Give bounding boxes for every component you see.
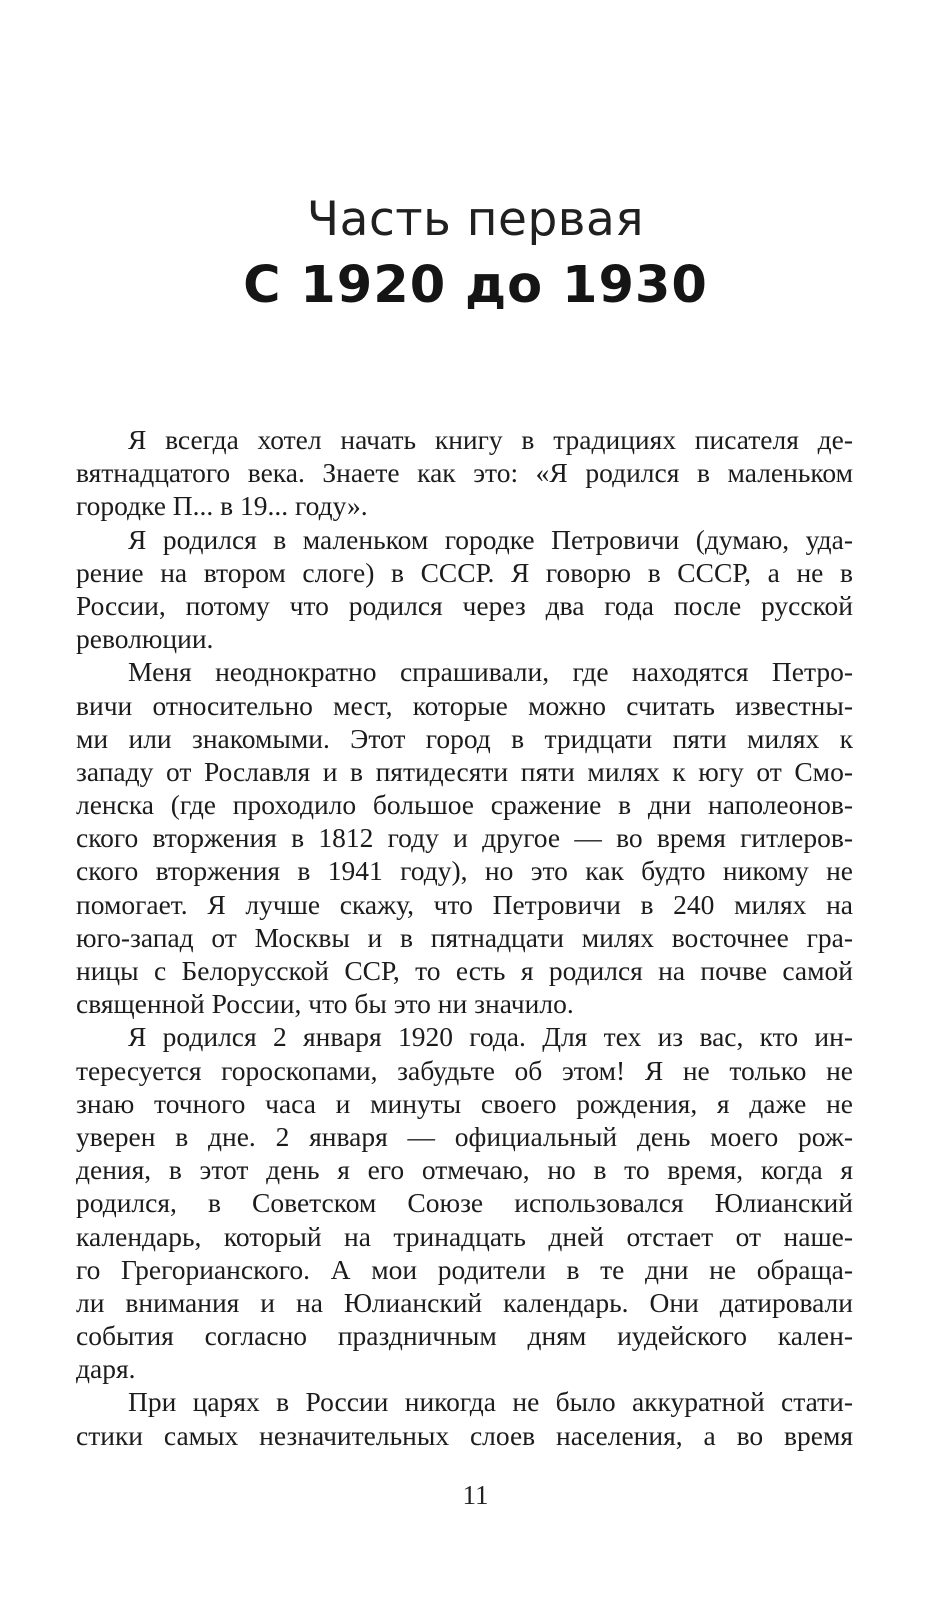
text-line: юго-запад от Москвы и в пятнадцати милях восточнее гра- xyxy=(76,921,853,953)
text-line: знаю точного часа и минуты своего рождения, я даже не xyxy=(76,1087,853,1119)
paragraph xyxy=(76,655,853,1020)
text-line: дения, в этот день я его отмечаю, но в то время, когда я xyxy=(76,1154,853,1186)
page-number: 11 xyxy=(462,1480,489,1510)
text-line: стики самых незначительных слоев населения, а во время xyxy=(76,1419,853,1451)
text-line: даря. xyxy=(76,1353,136,1385)
paragraph xyxy=(76,1020,853,1385)
paragraph xyxy=(76,523,853,656)
text-line: го Грегорианского. А мои родители в те дни не обраща- xyxy=(76,1253,853,1285)
text-line: уверен в дне. 2 января — официальный день моего рож- xyxy=(76,1120,853,1152)
paragraph xyxy=(76,1385,853,1451)
chapter-title: С 1920 до 1930 xyxy=(243,256,708,315)
text-line: ми или знакомыми. Этот город в тридцати пяти милях к xyxy=(76,722,853,754)
text-line: события согласно праздничным дням иудейского кален- xyxy=(76,1320,853,1352)
text-line: России, потому что родился через два года после русской xyxy=(76,589,853,621)
text-line: Я всегда хотел начать книгу в традициях писателя де- xyxy=(128,424,853,455)
paragraph xyxy=(76,423,853,523)
text-line: ского вторжения в 1941 году), но это как будто никому не xyxy=(76,855,853,887)
text-line: родился, в Советском Союзе использовался Юлианский xyxy=(76,1187,853,1219)
text-line: городке П... в 19... году». xyxy=(76,490,368,522)
text-line: ли внимания и на Юлианский календарь. Они датировали xyxy=(76,1286,853,1318)
part-title: Часть первая xyxy=(306,192,645,247)
text-line: ленска (где проходило большое сражение в дни наполеонов- xyxy=(76,789,853,821)
text-line: вичи относительно мест, которые можно считать известны- xyxy=(76,689,853,721)
text-line: При царях в России никогда не было аккуратной стати- xyxy=(128,1386,853,1418)
text-line: помогает. Я лучше скажу, что Петровичи в 240 милях на xyxy=(76,888,853,920)
text-line: ницы с Белорусской ССР, то есть я родился на почве самой xyxy=(76,955,853,986)
text-line: Я родился в маленьком городке Петровичи (думаю, уда- xyxy=(128,523,853,555)
text-line: ского вторжения в 1812 году и другое — во время гитлеров- xyxy=(76,822,853,854)
body-text xyxy=(76,423,853,1452)
text-line: вятнадцатого века. Знаете как это: «Я родился в маленьком xyxy=(76,457,853,489)
text-line: священной России, что бы это ни значило. xyxy=(76,988,574,1020)
text-line: революции. xyxy=(76,623,214,655)
text-line: западу от Рославля и в пятидесяти пяти милях к югу от Смо- xyxy=(76,755,853,787)
text-line: рение на втором слоге) в СССР. Я говорю в СССР, а не в xyxy=(76,556,853,588)
text-line: Я родился 2 января 1920 года. Для тех из вас, кто ин- xyxy=(128,1021,853,1053)
text-line: тересуется гороскопами, забудьте об этом! Я не только не xyxy=(76,1054,853,1086)
text-line: Меня неоднократно спрашивали, где находятся Петро- xyxy=(128,656,853,688)
text-line: календарь, который на тринадцать дней отстает от наше- xyxy=(76,1220,853,1252)
